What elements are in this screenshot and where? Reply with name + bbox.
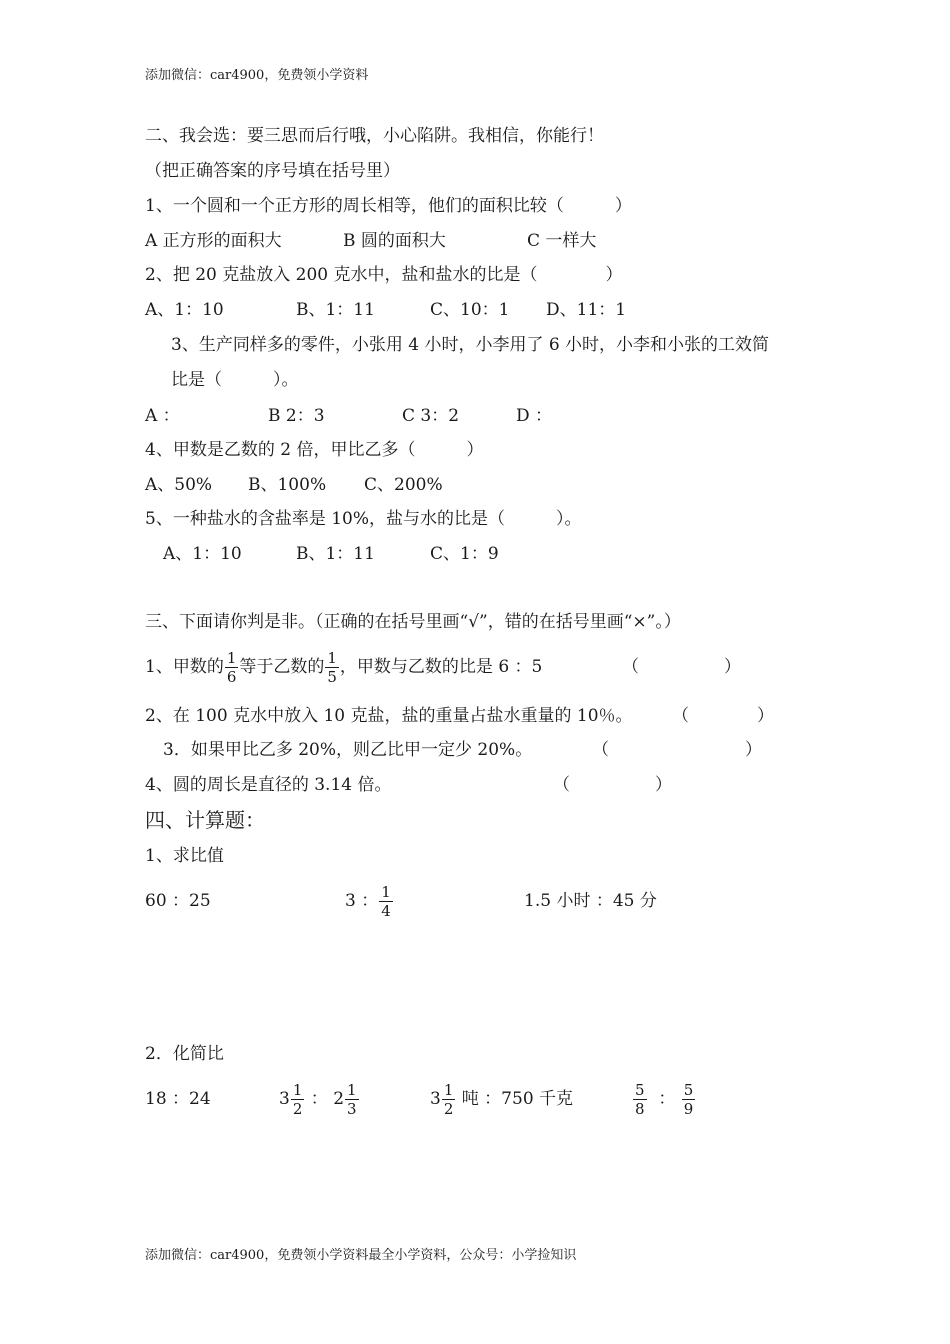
q3-1-answer-paren[interactable]: （ ） — [622, 657, 741, 677]
q2-3-stem-line1: 3、生产同样多的零件，小张用 4 小时，小李用了 6 小时，小李和小张的工效简 — [171, 335, 770, 355]
fraction-one-third: $\frac{1}{3}$ — [347, 1081, 357, 1118]
fraction-five-ninths: $\frac{5}{9}$ — [683, 1081, 694, 1118]
fraction-one-sixth: $\frac{1}{6}$ — [226, 649, 237, 686]
page-footer: 添加微信：car4900，免费领小学资料最全小学资料，公众号：小学捡知识 — [145, 1248, 577, 1263]
fraction-one-half: $\frac{1}{2}$ — [292, 1081, 303, 1118]
q3-3-answer-paren[interactable]: （ ） — [592, 740, 762, 760]
q3-2-text: 2、在 100 克水中放入 10 克盐，盐的重量占盐水重量的 10％。 — [145, 706, 633, 726]
q2-2-option-c: C、10：1 — [430, 300, 510, 320]
q2-3-option-c: C 3：2 — [402, 406, 460, 426]
q2-5-option-b: B、1：11 — [296, 544, 375, 564]
q2-4-option-b: B、100% — [248, 475, 327, 495]
q2-5-option-c: C、1：9 — [430, 544, 499, 564]
q2-5-option-a: A、1：10 — [163, 544, 242, 564]
q3-1-text-1: 1、甲数的 — [145, 657, 224, 677]
sub-2-title: 2．化简比 — [145, 1044, 224, 1064]
ratio-expr-2: 3 ： $\frac{1}{4}$ — [345, 883, 391, 920]
fraction-one-fifth: $\frac{1}{5}$ — [327, 649, 337, 686]
section-2-title: 二、我会选：要三思而后行哦，小心陷阱。我相信，你能行！ — [145, 126, 604, 146]
q3-4-text: 4、圆的周长是直径的 3.14 倍。 — [145, 775, 392, 795]
q2-3-option-a: A ： — [145, 406, 180, 426]
q3-3-text: 3．如果甲比乙多 20%，则乙比甲一定少 20%。 — [163, 740, 533, 760]
page-header: 添加微信：car4900，免费领小学资料 — [145, 68, 369, 83]
q2-5-stem: 5、一种盐水的含盐率是 10%，盐与水的比是（ ）。 — [145, 509, 582, 529]
fraction-one-half: $\frac{1}{2}$ — [443, 1081, 454, 1118]
section-4-title: 四、计算题： — [145, 808, 265, 832]
q2-3-option-b: B 2：3 — [268, 406, 325, 426]
q2-2-stem: 2、把 20 克盐放入 200 克水中，盐和盐水的比是（ ） — [145, 265, 623, 285]
fraction-five-eighths: $\frac{5}{8}$ — [635, 1081, 645, 1118]
q2-2-option-d: D、11：1 — [546, 300, 627, 320]
q2-4-option-a: A、50% — [145, 475, 213, 495]
q3-1-text-3: ，甲数与乙数的比是 6 ：5 — [339, 657, 543, 677]
ratio-expr-3: 1.5 小时 ：45 分 — [524, 891, 657, 911]
q2-4-option-c: C、200% — [364, 475, 443, 495]
q3-1-line — [145, 650, 542, 685]
q2-1-option-b: B 圆的面积大 — [343, 231, 446, 251]
q2-3-stem-line2: 比是（ ）。 — [171, 370, 299, 390]
q3-2-answer-paren[interactable]: （ ） — [672, 706, 774, 726]
q2-1-option-a: A 正方形的面积大 — [145, 231, 282, 251]
q2-4-stem: 4、甲数是乙数的 2 倍，甲比乙多（ ） — [145, 440, 484, 460]
simplify-expr-4: $\frac{5}{8}$ ： $\frac{5}{9}$ — [635, 1081, 694, 1118]
fraction-one-quarter: $\frac{1}{4}$ — [381, 883, 391, 920]
simplify-expr-3: 3 $\frac{1}{2}$ 吨 ：750 千克 — [430, 1081, 574, 1118]
ratio-expr-1: 60 ：25 — [145, 891, 211, 911]
q2-1-option-c: C 一样大 — [527, 231, 597, 251]
simplify-expr-1: 18 ：24 — [145, 1089, 211, 1109]
q2-2-option-b: B、1：11 — [296, 300, 375, 320]
section-3-title: 三、下面请你判是非。（正确的在括号里画“√”，错的在括号里画“×”。） — [145, 612, 681, 632]
sub-1-title: 1、求比值 — [145, 846, 224, 866]
section-2-instruction: （把正确答案的序号填在括号里） — [145, 161, 400, 181]
q2-3-option-d: D ： — [516, 406, 553, 426]
simplify-expr-2: 3 $\frac{1}{2}$ ： 2 $\frac{1}{3}$ — [279, 1081, 357, 1118]
q3-1-text-2: 等于乙数的 — [239, 657, 325, 677]
q2-2-option-a: A、1：10 — [145, 300, 224, 320]
q3-4-answer-paren[interactable]: （ ） — [553, 775, 672, 795]
q2-1-stem: 1、一个圆和一个正方形的周长相等，他们的面积比较（ ） — [145, 196, 632, 216]
